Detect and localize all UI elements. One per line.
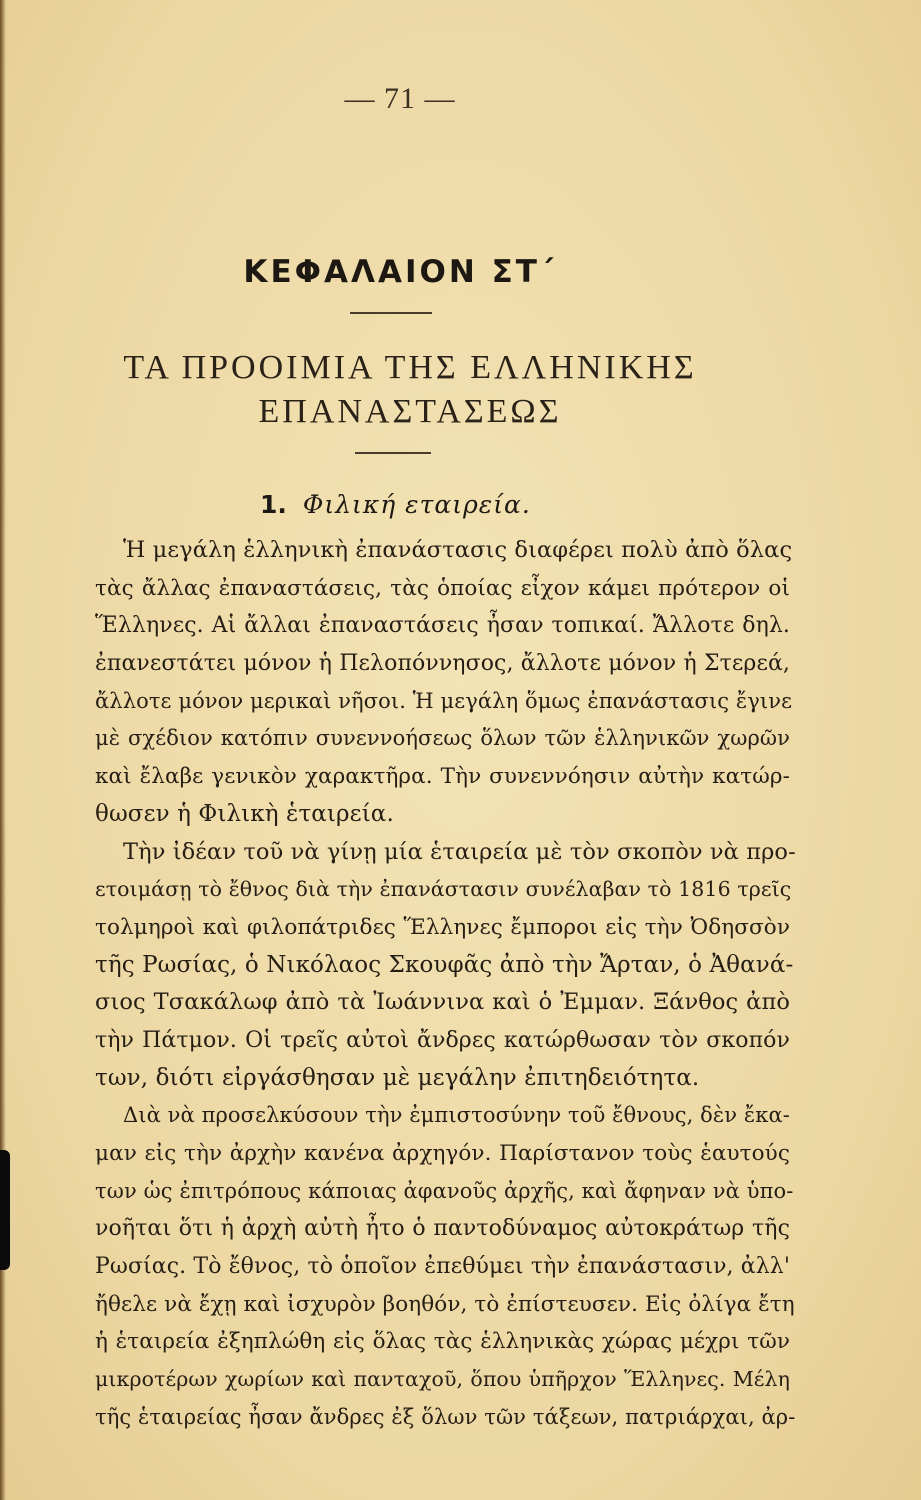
section-title: Φιλική εταιρεία. [302,490,531,519]
text-line: Ἡ μεγάλη ἑλληνικὴ ἐπανάστασις διαφέρει πολὺ ἀπὸ ὅλας [123,537,793,563]
page-number: — 71 — [344,82,456,115]
chapter-title-line: ΤΑ ΠΡΟΟΙΜΙΑ ΤΗΣ ΕΛΛΗΝΙΚΗΣ [123,349,697,386]
text-line: θωσεν ἡ Φιλικὴ ἑταιρεία. [95,800,394,827]
text-line: σιος Τσακάλωφ ἀπὸ τὰ Ἰωάννινα καὶ ὁ Ἐμμαν. Ξάνθος ἀπὸ [95,989,790,1016]
text-line: νοῆται ὅτι ἡ ἀρχὴ αὐτὴ ἦτο ὁ παντοδύναμος αὐτοκράτωρ τῆς [95,1216,790,1242]
text-line: τῆς ἑταιρείας ἦσαν ἄνδρες ἐξ ὅλων τῶν τάξεων, πατριάρχαι, ἀρ- [95,1404,796,1429]
text-line: ἄλλοτε μόνον μερικαὶ νῆσοι. Ἡ μεγάλη ὅμως ἐπανάστασις ἔγινε [95,688,793,713]
text-line: τὴν Πάτμον. Οἱ τρεῖς αὐτοὶ ἄνδρες κατώρθωσαν τὸν σκοπόν [95,1027,790,1053]
text-line: των, διότι εἰργάσθησαν μὲ μεγάλην ἐπιτηδειότητα. [95,1064,700,1091]
text-line: μαν εἰς τὴν ἀρχὴν κανένα ἀρχηγόν. Παρίστανον τοὺς ἑαυτούς [95,1141,790,1166]
text-line: Ἕλληνες. Αἱ ἄλλαι ἐπαναστάσεις ἦσαν τοπικαί. Ἄλλοτε δηλ. [95,613,790,639]
text-line: ἤθελε νὰ ἔχῃ καὶ ἰσχυρὸν βοηθόν, τὸ ἐπίστευσεν. Εἰς ὀλίγα ἔτη [95,1291,795,1317]
chapter-title-line: ΕΠΑΝΑΣΤΑΣΕΩΣ [258,393,562,430]
text-line: μὲ σχέδιον κατόπιν συνεννοήσεως ὅλων τῶν ἑλληνικῶν χωρῶν [95,726,790,751]
text-line: Ρωσίας. Τὸ ἔθνος, τὸ ὁποῖον ἐπεθύμει τὴν ἐπανάστασιν, ἀλλ' [95,1254,790,1280]
text-line: ἐπανεστάτει μόνον ἡ Πελοπόννησος, ἄλλοτε μόνον ἡ Στερεά, [95,651,790,677]
text-line: καὶ ἔλαβε γενικὸν χαρακτῆρα. Τὴν συνεννόησιν αὐτὴν κατώρ- [95,764,790,790]
text-line: των ὡς ἐπιτρόπους κάποιας ἀφανοῦς ἀρχῆς, καὶ ἄφηναν νὰ ὑπο- [95,1178,794,1203]
chapter-heading: ΚΕΦΑΛΑΙΟΝ ΣΤ΄ [243,254,557,290]
divider-rule [355,452,431,454]
text-line: Διὰ νὰ προσελκύσουν τὴν ἐμπιστοσύνην τοῦ ἔθνους, δὲν ἔκα- [123,1103,790,1128]
text-line: ετοιμάσῃ τὸ ἔθνος διὰ τὴν ἐπανάστασιν συνέλαβαν τὸ 1816 τρεῖς [95,877,792,902]
divider-rule [350,312,432,314]
binding-mark [0,1150,10,1270]
text-line: τολμηροὶ καὶ φιλοπάτριδες Ἕλληνες ἔμποροι εἰς τὴν Ὀδησσὸν [95,914,790,940]
chapter-title [0,346,820,434]
text-line: μικροτέρων χωρίων καὶ πανταχοῦ, ὅπου ὑπῆρχον Ἕλληνες. Μέλη [95,1367,790,1392]
text-line: Τὴν ἰδέαν τοῦ νὰ γίνῃ μία ἑταιρεία μὲ τὸν σκοπὸν νὰ προ- [123,838,796,865]
section-number: 1. [260,490,287,519]
body-text [95,532,796,1437]
section-heading [260,490,531,519]
text-line: τῆς Ρωσίας, ὁ Νικόλαος Σκουφᾶς ἀπὸ τὴν Ἄρταν, ὁ Ἀθανά- [95,951,794,978]
page-edge-shadow [0,0,6,1500]
text-line: ἡ ἑταιρεία ἐξηπλώθη εἰς ὅλας τὰς ἑλληνικὰς χώρας μέχρι τῶν [95,1329,790,1355]
text-line: τὰς ἄλλας ἐπαναστάσεις, τὰς ὁποίας εἶχον κάμει πρότερον οἱ [95,575,790,601]
